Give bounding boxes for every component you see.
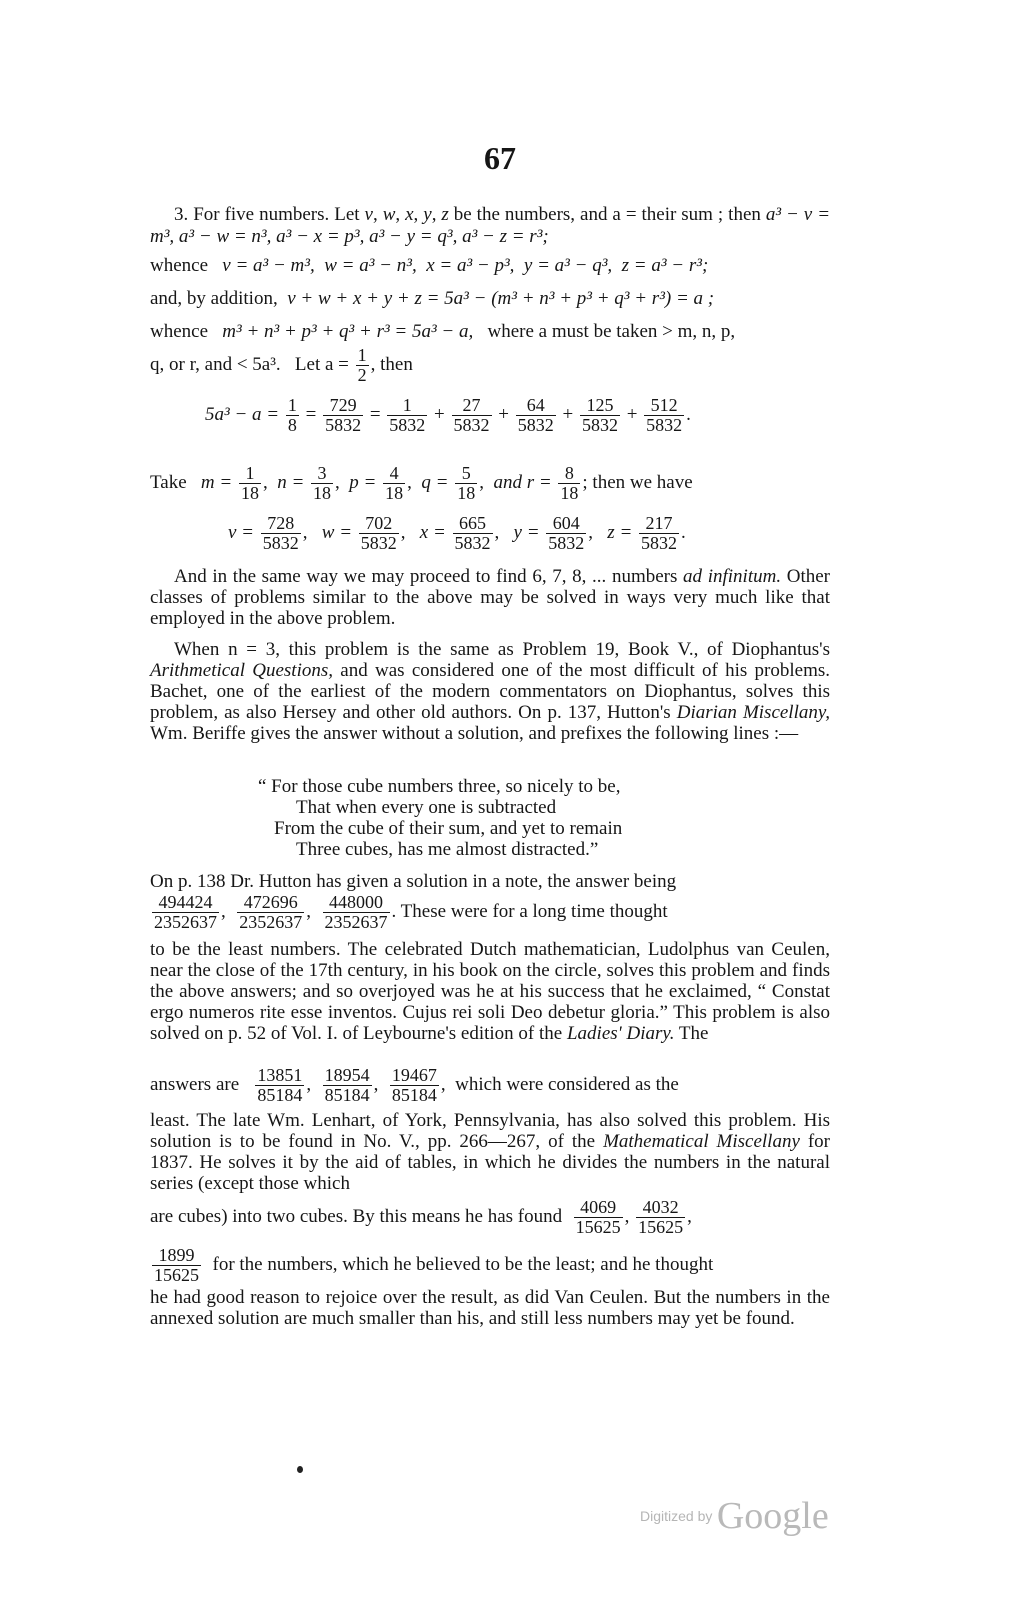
hutton-fractions-line: $\frac{494424}{2352637}$ , $\frac{472696}{2352637}$ , $\frac{448000}{2352637}$ . These were for a long time thought [154, 892, 668, 932]
whence-label: whence [150, 321, 209, 342]
addition-label: and, by addition, [150, 288, 278, 309]
condition-text: q, or r, and < 5a³. [150, 353, 281, 375]
then-text: , then [370, 353, 413, 375]
denominator: 5832 [453, 415, 490, 435]
var-v: v [364, 204, 373, 225]
numerator: 728 [261, 514, 301, 534]
denominator: 2352637 [239, 912, 303, 932]
numerator: 125 [580, 396, 620, 416]
numerator: 217 [639, 514, 679, 534]
numerator: 4069 [574, 1198, 623, 1218]
result-var: x = [419, 521, 446, 543]
paragraph-text: The [678, 1023, 709, 1044]
paragraph-diophantus [150, 639, 830, 744]
denominator: 2352637 [324, 912, 388, 932]
sum-line [150, 320, 840, 344]
numerator: 1 [357, 345, 367, 365]
denominator: 15625 [154, 1265, 199, 1285]
let-text: Let [334, 204, 360, 225]
numerator: 512 [644, 396, 684, 416]
watermark-prefix: Digitized by [640, 1508, 713, 1524]
take-label: Take [150, 471, 187, 493]
addition-equation: v + w + x + y + z = 5a³ − (m³ + n³ + p³ + q³ + r³) = a ; [287, 288, 715, 309]
numerator: 64 [516, 396, 556, 416]
paragraph-text: to be the least numbers. The celebrated Dutch mathematician, Ludolphus van Ceulen, near the close of the 17th century, in his book on the circle, solves this problem and finds the above answers; and so overjoyed was he at his success that he exclaimed, “ Constat ergo numeros rite esse inventos. Cujus rei soli Deo debetur gloria.” This problem is also solved on p. 52 of Vol. I. of Leybourne's edition of the [150, 939, 830, 1044]
problem-intro: 3. For five numbers. Let v, w, x, y, z be the numbers, and a = their sum ; then a³ − v = m³, a³ − w = n³, a³ − x = p³, a³ − y = q³, a³ − z = r³; [150, 204, 831, 247]
hutton-line1 [150, 870, 830, 894]
denominator: 85184 [324, 1085, 370, 1105]
solved-eq: z = a³ − r³; [621, 255, 709, 276]
fraction [239, 464, 261, 503]
denominator: 18 [457, 483, 476, 503]
poem-line: That when every one is subtracted [296, 797, 557, 818]
fraction [383, 464, 405, 503]
cube-eq: a³ − v = m³, [150, 204, 831, 247]
fraction [390, 1066, 439, 1105]
lenhart-paragraph [150, 1110, 830, 1194]
fraction-half [356, 346, 369, 385]
poem [258, 776, 778, 860]
paragraph-text: are cubes) into two cubes. By this means he has found [150, 1205, 563, 1227]
denominator: 18 [240, 483, 259, 503]
denominator: 5832 [641, 533, 678, 553]
results-line: v = $\frac{728}{5832}$ , w = $\frac{702}{5832}$ , x = $\frac{665}{5832}$ , y = $\frac{604}{5832}$ , z = $\frac{217}{5832}$ . [228, 513, 686, 553]
paragraph-text: . These were for a long time thought [391, 900, 668, 922]
paragraph-text: for 1837. He solves it by the aid of tables, in which he divides the numbers in the natural series (except those which [150, 1131, 831, 1194]
take-var: n = [277, 471, 305, 493]
fraction [255, 1066, 304, 1105]
take-var: p = [349, 471, 377, 493]
then-we-have: ; then we have [582, 471, 693, 493]
paragraph-text: for the numbers, which he believed to be the least; and he thought [212, 1253, 714, 1275]
be-numbers-text: be the numbers, and [453, 204, 608, 225]
book-title: Mathematical Miscellany [603, 1131, 800, 1152]
numerator: 1 [387, 396, 427, 416]
take-line: Take m = $\frac{1}{18}$ , n = $\frac{3}{18}$ , p = $\frac{4}{18}$ , q = $\frac{5}{18}$ , and r = $\frac{8}{18}$ ; then we have [150, 463, 693, 503]
paragraph-text: least. The late Wm. Lenhart, of York, Pennsylvania, has also solved this problem. His solution is to be found in No. V., pp. 266—267, of the [150, 1110, 830, 1152]
result-var: w = [321, 521, 353, 543]
fraction [311, 464, 333, 503]
numerator: 4032 [636, 1198, 685, 1218]
denominator: 5832 [454, 533, 491, 553]
fraction [152, 893, 219, 932]
result-var: z = [607, 521, 633, 543]
book-title: Ladies' Diary. [566, 1023, 675, 1044]
fraction [546, 514, 586, 553]
problem-heading: 3. For five numbers. [174, 204, 330, 225]
cube-eq: a³ − z = r³; [462, 226, 549, 247]
book-title: Arithmetical Questions, [150, 660, 334, 681]
numerator: 19467 [391, 1065, 437, 1085]
denominator: 5832 [548, 533, 585, 553]
whence-line [150, 254, 840, 278]
paragraph-text: Other classes of problems similar to the above may be solved in ways very much like that employed in the above problem. [150, 566, 830, 629]
denominator: 85184 [257, 1085, 303, 1105]
book-title: Diarian Miscellany, [676, 702, 831, 723]
cube-eq: a³ − y = q³, [369, 226, 458, 247]
take-var: q = [421, 471, 449, 493]
fraction [644, 396, 684, 435]
digitized-watermark [640, 1494, 829, 1538]
lhs: 5a³ − a = [205, 403, 280, 425]
numerator: 1 [239, 464, 261, 484]
fraction [237, 893, 304, 932]
denominator: 5832 [360, 533, 397, 553]
solved-eq: v = a³ − m³, [222, 255, 315, 276]
denominator: 18 [560, 483, 579, 503]
paragraph-text: and was considered one of the most difficult of his problems. Bachet, one of the earliest of the modern commentators on Diophantus, solves this problem, as also Hersey and other old authors. On p. 137, Hutton's [150, 660, 831, 723]
numerator: 4 [383, 464, 405, 484]
var-x: x [405, 204, 414, 225]
poem-line: Three cubes, has me almost distracted.” [296, 839, 599, 860]
page-number: 67 [484, 140, 516, 176]
fraction [452, 396, 492, 435]
hutton-paragraph [150, 939, 830, 1044]
numerator: 665 [453, 514, 493, 534]
fraction [323, 396, 363, 435]
numerator: 448000 [323, 893, 390, 913]
a-equals-text: a = their sum ; then [612, 204, 761, 225]
fraction [558, 464, 580, 503]
fraction [261, 514, 301, 553]
fraction [574, 1198, 623, 1237]
numerator: 1899 [152, 1246, 201, 1266]
paragraph-text: And in the same way we may proceed to find 6, 7, 8, ... numbers [174, 566, 678, 587]
denominator: 5832 [389, 415, 426, 435]
lenhart-conclusion [150, 1287, 830, 1329]
numerator: 8 [558, 464, 580, 484]
numerator: 604 [546, 514, 586, 534]
fraction [453, 514, 493, 553]
found-line: are cubes) into two cubes. By this means he has found $\frac{4069}{15625}$ , $\frac{4032}{15625}$ , [150, 1197, 692, 1237]
solved-eq: w = a³ − n³, [324, 255, 417, 276]
denominator: 5832 [646, 415, 683, 435]
var-z: z [441, 204, 449, 225]
fraction [636, 1198, 685, 1237]
solved-eq: y = a³ − q³, [523, 255, 613, 276]
cube-eq: a³ − w = n³, [178, 226, 272, 247]
poem-line: “ For those cube numbers three, so nicely to be, [258, 776, 621, 797]
paragraph-text: he had good reason to rejoice over the result, as did Van Ceulen. But the numbers in the annexed solution are much smaller than his, and still less numbers may yet be found. [150, 1287, 830, 1329]
denominator: 85184 [391, 1085, 437, 1105]
fraction-sum-equation: 5a³ − a = $\frac{1}{8}$ = $\frac{729}{5832}$ = $\frac{1}{5832}$ + $\frac{27}{5832}$ + $\frac{64}{5832}$ + $\frac{125}{5832}$ + $\frac{512}{5832}$ . [205, 395, 691, 435]
denominator: 15625 [638, 1217, 684, 1237]
fraction [455, 464, 477, 503]
denominator: 18 [313, 483, 332, 503]
numerator: 1 [287, 395, 297, 415]
fraction [359, 514, 399, 553]
paragraph-text: When n = 3, this problem is the same as Problem 19, Book V., of Diophantus's [174, 639, 830, 660]
denominator: 2 [357, 365, 367, 385]
fraction [286, 396, 299, 435]
condition-text: where a must be taken > m, n, p, [487, 321, 736, 342]
take-var: and r = [493, 471, 552, 493]
fraction [152, 1246, 201, 1285]
numerator: 5 [455, 464, 477, 484]
let-a-text: Let a = [294, 353, 349, 375]
answers-label: answers are [150, 1073, 240, 1095]
numerator: 494424 [152, 893, 219, 913]
denominator: 8 [287, 415, 297, 435]
denominator: 5832 [262, 533, 299, 553]
fraction [387, 396, 427, 435]
fraction [323, 893, 390, 932]
cube-eq: a³ − x = p³, [276, 226, 365, 247]
denominator: 5832 [581, 415, 618, 435]
numerator: 3 [311, 464, 333, 484]
google-logo: Google [716, 1495, 829, 1537]
answers-line: answers are $\frac{13851}{85184}$ , $\frac{18954}{85184}$ , $\frac{19467}{85184}$ , which were considered as the [150, 1065, 679, 1105]
numerator: 18954 [324, 1065, 370, 1085]
var-y: y [423, 204, 432, 225]
paragraph-infinitum [150, 566, 830, 629]
sum-equation: m³ + n³ + p³ + q³ + r³ = 5a³ − a, [222, 321, 474, 342]
fraction [639, 514, 679, 553]
result-var: y = [513, 521, 540, 543]
numerator: 27 [452, 396, 492, 416]
denominator: 18 [385, 483, 404, 503]
paragraph-text: On p. 138 Dr. Hutton has given a solution in a note, the answer being [150, 871, 677, 892]
denominator: 5832 [325, 415, 362, 435]
paragraph-text: Wm. Beriffe gives the answer without a solution, and prefixes the following lines :— [150, 723, 799, 744]
numerator: 702 [359, 514, 399, 534]
poem-line: From the cube of their sum, and yet to remain [274, 818, 623, 839]
numerator: 729 [323, 396, 363, 416]
result-var: v = [228, 521, 255, 543]
solved-eq: x = a³ − p³, [426, 255, 515, 276]
fraction [580, 396, 620, 435]
italic-phrase: ad infinitum. [683, 566, 782, 587]
denominator: 15625 [575, 1217, 621, 1237]
ink-dot [297, 1466, 303, 1473]
take-var: m = [200, 471, 233, 493]
denominator: 5832 [517, 415, 554, 435]
addition-line [150, 287, 840, 311]
fraction [516, 396, 556, 435]
let-a-line [150, 346, 840, 385]
numerator: 13851 [257, 1065, 303, 1085]
fraction [323, 1066, 372, 1105]
whence-label: whence [150, 255, 209, 276]
paragraph-text: which were considered as the [455, 1073, 679, 1095]
denominator: 2352637 [154, 912, 217, 932]
numerator: 472696 [237, 893, 304, 913]
var-w: w [382, 204, 396, 225]
last-fraction-line [150, 1246, 840, 1285]
